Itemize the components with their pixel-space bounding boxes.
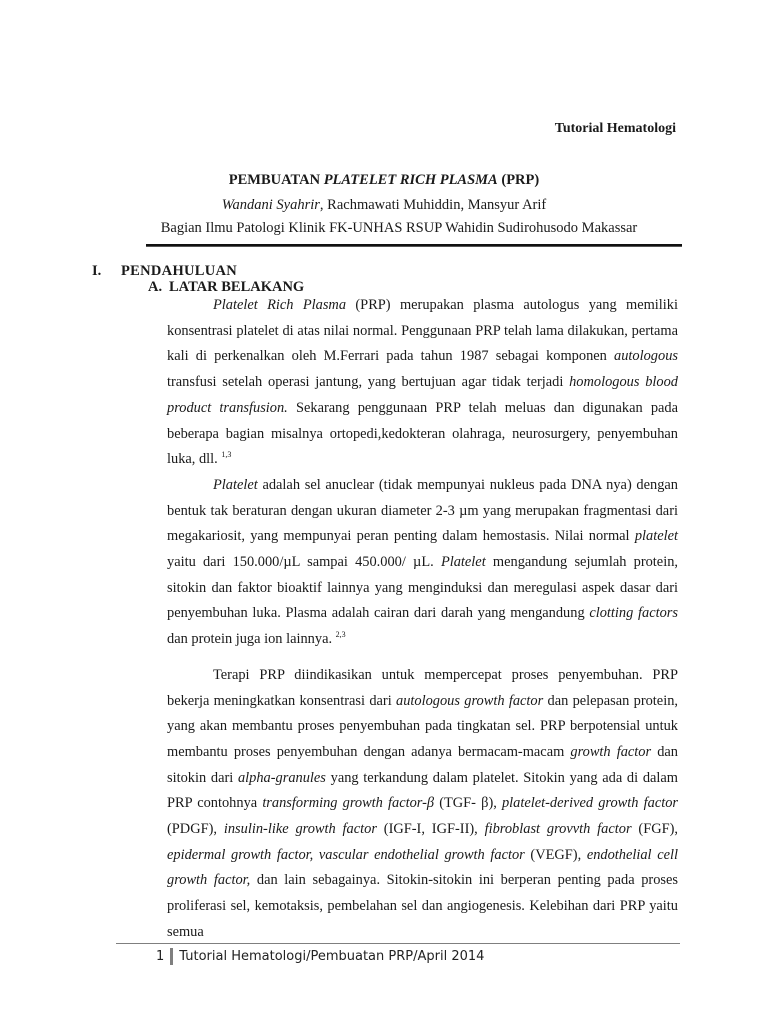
p2-term-platelet-2: platelet bbox=[634, 528, 678, 545]
subsection-number: A. bbox=[148, 279, 163, 295]
paragraph-1 bbox=[167, 293, 678, 473]
section-number: I. bbox=[92, 263, 102, 279]
p3-text-g: yang terkandung dalam platelet. Sitokin yang ada di dalam PRP contohnya bbox=[167, 769, 678, 812]
p3-text-i: (TGF- β), bbox=[434, 795, 502, 812]
p3-term-igf: insulin-like growth factor bbox=[223, 821, 377, 838]
footer-separator bbox=[170, 948, 173, 965]
p2-text-d: yaitu dari 150.000/µL sampai 450.000/ µL. bbox=[167, 554, 441, 571]
p1-text-f: Sekarang penggunaan PRP telah meluas dan digunakan pada beberapa bagian misalnya ortopedi,kedokteran olahraga, neurosurgery, penyembuhan luka, dll. bbox=[167, 399, 679, 468]
p3-term-gf: growth factor bbox=[570, 743, 652, 760]
p3-text-a: Terapi PRP diindikasikan untuk mempercepat proses penyembuhan. PRP bekerja meningkatkan konsentrasi dari bbox=[167, 666, 678, 709]
p3-text-s: dan lain sebagainya. Sitokin-sitokin ini berperan penting pada proses proliferasi sel, kemotaksis, pembelahan sel dan angiogenesis. Kelebihan dari PRP yaitu semua bbox=[167, 872, 678, 940]
p3-term-tgf: transforming growth factor-β bbox=[262, 795, 435, 812]
p1-text-b: (PRP) merupakan plasma autologus yang memiliki konsentrasi platelet di atas nilai normal. Penggunaan PRP telah lama dilakukan, pertama kali di perkenalkan oleh M.Ferrari pada tahun 1987 sebagai komponen bbox=[167, 297, 678, 365]
title-italic: PLATELET RICH PLASMA bbox=[323, 172, 498, 188]
p3-text-c: dan pelepasan protein, yang akan membantu proses penyembuhan pada tingkatan sel. PRP berpotensial untuk membantu proses penyembuhan dengan adanya bermacam-macam bbox=[167, 692, 678, 760]
p3-text-k: (PDGF), bbox=[167, 821, 224, 838]
affiliation: Bagian Ilmu Patologi Klinik FK-UNHAS RSUP Wahidin Sudirohusodo Makassar bbox=[160, 220, 638, 236]
p2-citation: 2,3 bbox=[335, 630, 346, 640]
p3-term-egf-vegf: epidermal growth factor, vascular endothelial growth factor bbox=[167, 846, 525, 863]
p3-term-fgf: fibroblast grovvth factor bbox=[484, 821, 632, 838]
paragraph-3 bbox=[167, 663, 678, 946]
p1-text-d: transfusi setelah operasi jantung, yang bertujuan agar tidak terjadi bbox=[167, 374, 570, 391]
p3-text-o: (FGF), bbox=[631, 821, 678, 838]
p3-text-m: (IGF-I, IGF-II), bbox=[376, 821, 485, 838]
body-text bbox=[167, 293, 678, 946]
p1-citation: 1,3 bbox=[221, 450, 232, 460]
first-author: Wandani Syahrir bbox=[221, 197, 320, 213]
p2-term-clotting: clotting factors bbox=[589, 605, 678, 622]
p3-term-pdgf: platelet-derived growth factor bbox=[501, 795, 678, 812]
subsection-heading: LATAR BELAKANG bbox=[169, 279, 305, 295]
page-number: 1 bbox=[156, 949, 165, 964]
p3-term-alpha: alpha-granules bbox=[237, 769, 326, 786]
footer-divider bbox=[116, 943, 680, 944]
running-header: Tutorial Hematologi bbox=[554, 121, 676, 136]
p2-text-f: mengandung sejumlah protein, sitokin dan faktor bioaktif lainnya yang menginduksi dan meregulasi aspek dasar dari penyembuhan luka. Plasma adalah cairan dari darah yang mengandung bbox=[167, 554, 678, 622]
p2-term-platelet: Platelet bbox=[213, 476, 258, 493]
p3-term-agf: autologous growth factor bbox=[396, 692, 544, 709]
p3-text-e: dan sitokin dari bbox=[167, 743, 678, 786]
author-list bbox=[0, 197, 768, 214]
paper-title bbox=[0, 172, 768, 189]
p1-term-autologous: autologous bbox=[614, 348, 678, 365]
p2-text-b: adalah sel anuclear (tidak mempunyai nukleus pada DNA nya) dengan bentuk tak beraturan dengan ukuran diameter 2-3 µm yang merupakan fragmentasi dari megakariosit, yang mempunyai peran penting dalam hemostasis. Nilai normal bbox=[167, 476, 678, 545]
page-footer bbox=[156, 948, 484, 965]
p2-text-h: dan protein juga ion lainnya. bbox=[167, 631, 336, 648]
footer-text: Tutorial Hematologi/Pembuatan PRP/April 2014 bbox=[179, 949, 485, 964]
paragraph-2 bbox=[167, 473, 678, 653]
p3-term-ecgf: endothelial cell growth factor, bbox=[167, 846, 678, 889]
section-heading: PENDAHULUAN bbox=[121, 263, 238, 279]
other-authors: , Rachmawati Muhiddin, Mansyur Arif bbox=[319, 197, 547, 213]
title-prefix: PEMBUATAN bbox=[228, 172, 324, 188]
title-suffix: (PRP) bbox=[497, 172, 540, 188]
title-divider bbox=[146, 244, 682, 246]
p2-term-platelet-3: Platelet bbox=[440, 554, 486, 571]
p3-text-q: (VEGF), bbox=[524, 846, 587, 863]
p1-term-homologous: homologous blood product transfusion. bbox=[167, 374, 678, 416]
p1-term-prp: Platelet Rich Plasma bbox=[213, 297, 347, 313]
